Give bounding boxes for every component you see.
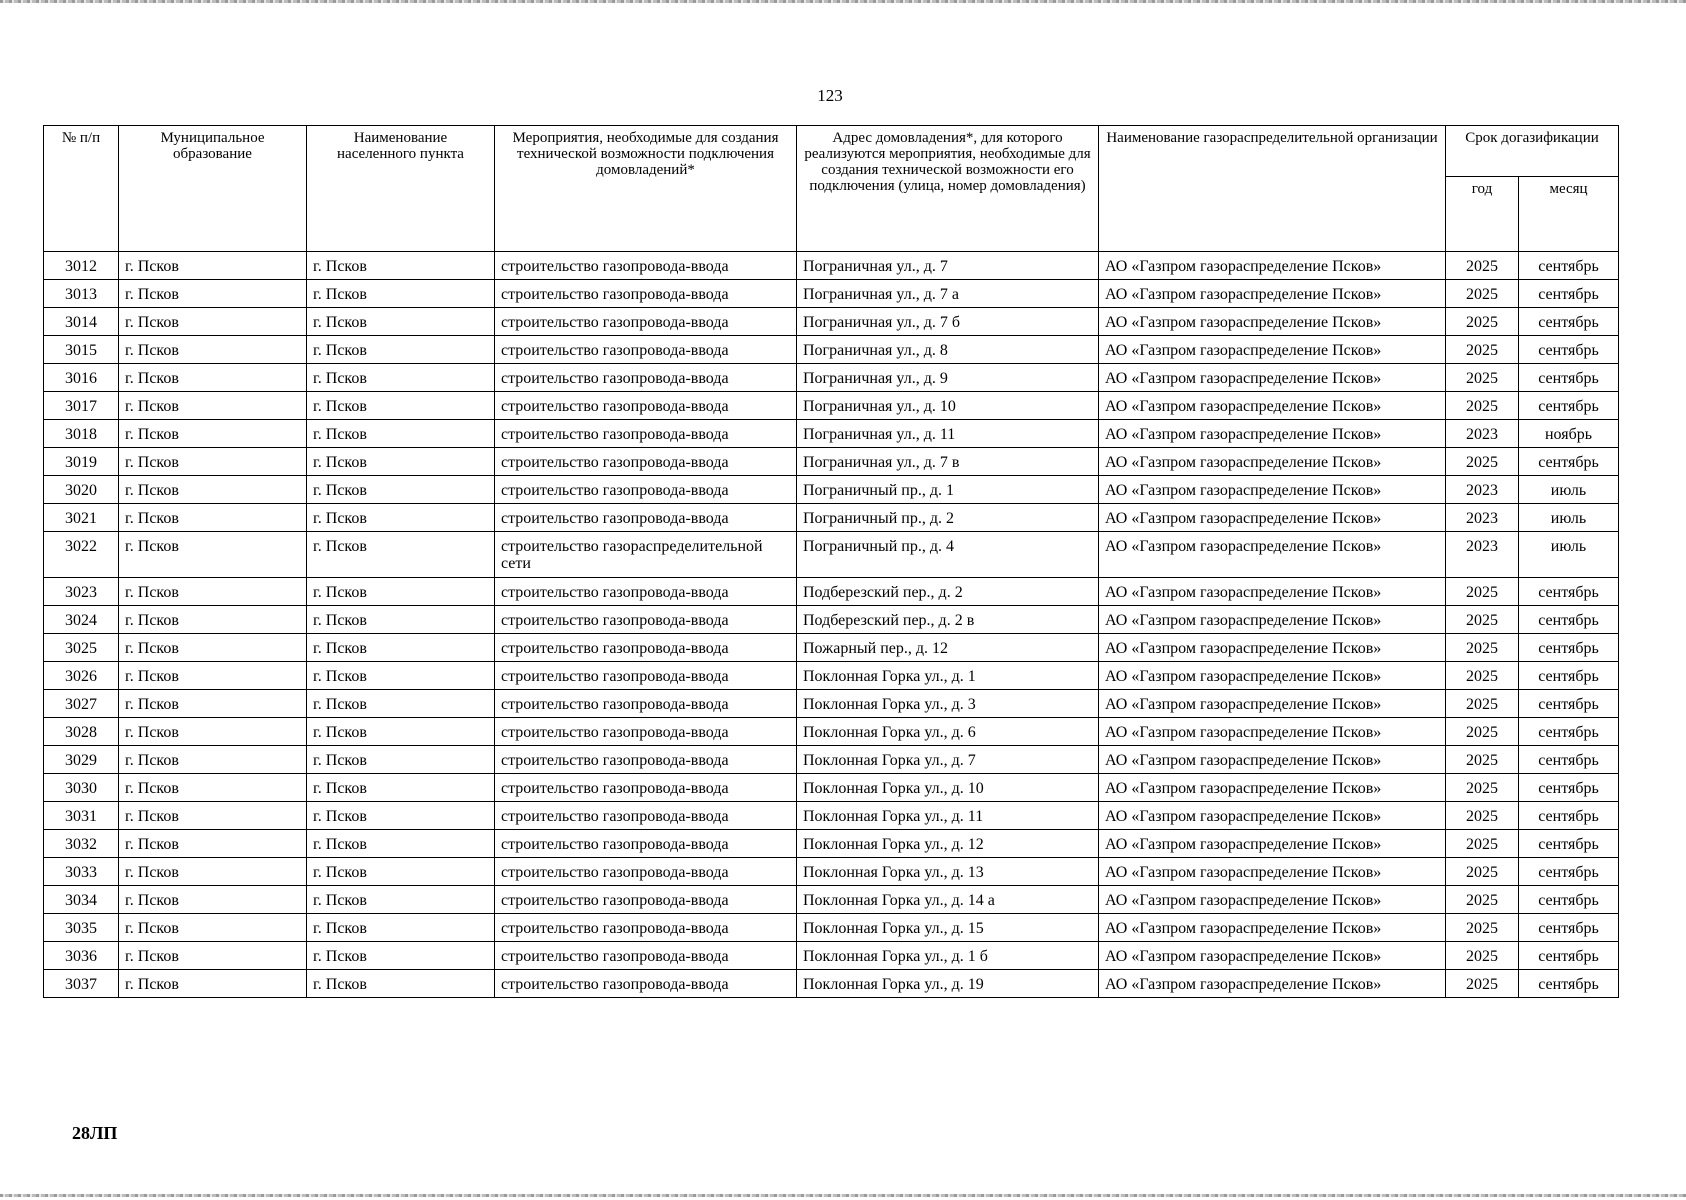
cell-settlement: г. Псков (307, 308, 495, 336)
cell-address: Пограничная ул., д. 9 (797, 364, 1099, 392)
cell-year: 2023 (1446, 504, 1519, 532)
cell-year: 2025 (1446, 308, 1519, 336)
table-row (44, 364, 1619, 392)
cell-month: сентябрь (1519, 858, 1619, 886)
table-row (44, 718, 1619, 746)
table-row (44, 308, 1619, 336)
cell-year: 2025 (1446, 774, 1519, 802)
cell-municipality: г. Псков (119, 420, 307, 448)
cell-settlement: г. Псков (307, 886, 495, 914)
header-settlement: Наименование населенного пункта (307, 126, 495, 252)
cell-address: Поклонная Горка ул., д. 1 (797, 662, 1099, 690)
cell-address: Поклонная Горка ул., д. 12 (797, 830, 1099, 858)
cell-address: Поклонная Горка ул., д. 1 б (797, 942, 1099, 970)
cell-measure: строительство газопровода-ввода (495, 774, 797, 802)
cell-measure: строительство газопровода-ввода (495, 718, 797, 746)
cell-municipality: г. Псков (119, 914, 307, 942)
cell-municipality: г. Псков (119, 336, 307, 364)
cell-organization: АО «Газпром газораспределение Псков» (1099, 886, 1446, 914)
cell-measure: строительство газопровода-ввода (495, 606, 797, 634)
cell-organization: АО «Газпром газораспределение Псков» (1099, 476, 1446, 504)
table-row (44, 252, 1619, 280)
cell-address: Пограничная ул., д. 7 (797, 252, 1099, 280)
cell-measure: строительство газопровода-ввода (495, 308, 797, 336)
cell-num: 3032 (44, 830, 119, 858)
table-row (44, 504, 1619, 532)
cell-measure: строительство газопровода-ввода (495, 392, 797, 420)
cell-organization: АО «Газпром газораспределение Псков» (1099, 718, 1446, 746)
cell-address: Поклонная Горка ул., д. 6 (797, 718, 1099, 746)
table-row (44, 280, 1619, 308)
cell-measure: строительство газопровода-ввода (495, 970, 797, 998)
cell-municipality: г. Псков (119, 970, 307, 998)
cell-municipality: г. Псков (119, 942, 307, 970)
cell-settlement: г. Псков (307, 914, 495, 942)
cell-municipality: г. Псков (119, 606, 307, 634)
cell-municipality: г. Псков (119, 662, 307, 690)
cell-municipality: г. Псков (119, 504, 307, 532)
scan-edge-bottom (0, 1194, 1686, 1197)
cell-year: 2025 (1446, 578, 1519, 606)
cell-address: Поклонная Горка ул., д. 15 (797, 914, 1099, 942)
cell-year: 2025 (1446, 802, 1519, 830)
cell-year: 2025 (1446, 830, 1519, 858)
cell-organization: АО «Газпром газораспределение Псков» (1099, 942, 1446, 970)
header-year: год (1446, 177, 1519, 252)
cell-year: 2025 (1446, 280, 1519, 308)
cell-address: Поклонная Горка ул., д. 3 (797, 690, 1099, 718)
cell-municipality: г. Псков (119, 830, 307, 858)
cell-month: сентябрь (1519, 886, 1619, 914)
cell-month: сентябрь (1519, 830, 1619, 858)
cell-num: 3031 (44, 802, 119, 830)
cell-num: 3016 (44, 364, 119, 392)
cell-measure: строительство газопровода-ввода (495, 280, 797, 308)
cell-address: Пограничная ул., д. 10 (797, 392, 1099, 420)
cell-municipality: г. Псков (119, 718, 307, 746)
cell-num: 3025 (44, 634, 119, 662)
cell-settlement: г. Псков (307, 420, 495, 448)
cell-settlement: г. Псков (307, 606, 495, 634)
table-header-row (44, 126, 1619, 177)
cell-address: Поклонная Горка ул., д. 13 (797, 858, 1099, 886)
cell-num: 3035 (44, 914, 119, 942)
cell-municipality: г. Псков (119, 746, 307, 774)
table-row (44, 830, 1619, 858)
cell-address: Подберезский пер., д. 2 в (797, 606, 1099, 634)
gasification-table (43, 125, 1619, 998)
cell-organization: АО «Газпром газораспределение Псков» (1099, 830, 1446, 858)
cell-month: сентябрь (1519, 392, 1619, 420)
cell-settlement: г. Псков (307, 392, 495, 420)
cell-address: Пограничная ул., д. 11 (797, 420, 1099, 448)
cell-num: 3024 (44, 606, 119, 634)
cell-year: 2025 (1446, 746, 1519, 774)
cell-num: 3021 (44, 504, 119, 532)
table-row (44, 858, 1619, 886)
cell-measure: строительство газопровода-ввода (495, 886, 797, 914)
cell-measure: строительство газопровода-ввода (495, 476, 797, 504)
cell-address: Пограничный пр., д. 2 (797, 504, 1099, 532)
cell-measure: строительство газораспределительной сети (495, 532, 797, 578)
cell-measure: строительство газопровода-ввода (495, 448, 797, 476)
table-row (44, 690, 1619, 718)
cell-settlement: г. Псков (307, 364, 495, 392)
cell-municipality: г. Псков (119, 476, 307, 504)
cell-municipality: г. Псков (119, 802, 307, 830)
cell-municipality: г. Псков (119, 280, 307, 308)
cell-measure: строительство газопровода-ввода (495, 858, 797, 886)
cell-year: 2023 (1446, 420, 1519, 448)
cell-settlement: г. Псков (307, 448, 495, 476)
header-address: Адрес домовладения*, для которого реализуются мероприятия, необходимые для создания технической возможности его подключения (улица, номер домовладения) (797, 126, 1099, 252)
cell-municipality: г. Псков (119, 392, 307, 420)
cell-address: Пограничный пр., д. 1 (797, 476, 1099, 504)
cell-address: Пограничная ул., д. 7 б (797, 308, 1099, 336)
cell-municipality: г. Псков (119, 690, 307, 718)
cell-municipality: г. Псков (119, 634, 307, 662)
table-row (44, 662, 1619, 690)
cell-address: Пограничная ул., д. 7 а (797, 280, 1099, 308)
cell-organization: АО «Газпром газораспределение Псков» (1099, 914, 1446, 942)
cell-year: 2025 (1446, 392, 1519, 420)
cell-settlement: г. Псков (307, 774, 495, 802)
header-measures: Мероприятия, необходимые для создания технической возможности подключения домовладений* (495, 126, 797, 252)
table-row (44, 914, 1619, 942)
cell-num: 3020 (44, 476, 119, 504)
cell-address: Подберезский пер., д. 2 (797, 578, 1099, 606)
table-row (44, 392, 1619, 420)
cell-month: сентябрь (1519, 802, 1619, 830)
cell-address: Пожарный пер., д. 12 (797, 634, 1099, 662)
cell-year: 2025 (1446, 886, 1519, 914)
cell-month: июль (1519, 476, 1619, 504)
cell-month: сентябрь (1519, 690, 1619, 718)
cell-organization: АО «Газпром газораспределение Псков» (1099, 364, 1446, 392)
cell-month: сентябрь (1519, 774, 1619, 802)
cell-month: сентябрь (1519, 746, 1619, 774)
cell-year: 2025 (1446, 252, 1519, 280)
cell-measure: строительство газопровода-ввода (495, 504, 797, 532)
cell-settlement: г. Псков (307, 634, 495, 662)
cell-num: 3012 (44, 252, 119, 280)
cell-month: сентябрь (1519, 336, 1619, 364)
cell-address: Поклонная Горка ул., д. 14 а (797, 886, 1099, 914)
cell-year: 2025 (1446, 364, 1519, 392)
cell-organization: АО «Газпром газораспределение Псков» (1099, 336, 1446, 364)
cell-month: сентябрь (1519, 970, 1619, 998)
scan-edge-top (0, 0, 1686, 3)
cell-year: 2025 (1446, 662, 1519, 690)
cell-measure: строительство газопровода-ввода (495, 690, 797, 718)
cell-address: Поклонная Горка ул., д. 19 (797, 970, 1099, 998)
cell-municipality: г. Псков (119, 532, 307, 578)
cell-month: сентябрь (1519, 634, 1619, 662)
cell-num: 3034 (44, 886, 119, 914)
cell-month: июль (1519, 504, 1619, 532)
cell-settlement: г. Псков (307, 252, 495, 280)
cell-month: сентябрь (1519, 718, 1619, 746)
cell-settlement: г. Псков (307, 942, 495, 970)
cell-year: 2023 (1446, 532, 1519, 578)
cell-num: 3033 (44, 858, 119, 886)
cell-organization: АО «Газпром газораспределение Псков» (1099, 746, 1446, 774)
footer-code: 28ЛП (72, 1123, 118, 1143)
cell-municipality: г. Псков (119, 886, 307, 914)
cell-measure: строительство газопровода-ввода (495, 746, 797, 774)
cell-organization: АО «Газпром газораспределение Псков» (1099, 802, 1446, 830)
cell-organization: АО «Газпром газораспределение Псков» (1099, 252, 1446, 280)
cell-measure: строительство газопровода-ввода (495, 634, 797, 662)
table-row (44, 774, 1619, 802)
cell-municipality: г. Псков (119, 308, 307, 336)
table-row (44, 336, 1619, 364)
cell-year: 2025 (1446, 970, 1519, 998)
cell-measure: строительство газопровода-ввода (495, 364, 797, 392)
cell-settlement: г. Псков (307, 476, 495, 504)
cell-municipality: г. Псков (119, 364, 307, 392)
cell-num: 3022 (44, 532, 119, 578)
cell-year: 2025 (1446, 942, 1519, 970)
cell-settlement: г. Псков (307, 280, 495, 308)
cell-address: Поклонная Горка ул., д. 10 (797, 774, 1099, 802)
cell-settlement: г. Псков (307, 746, 495, 774)
cell-settlement: г. Псков (307, 578, 495, 606)
table-row (44, 886, 1619, 914)
cell-address: Поклонная Горка ул., д. 11 (797, 802, 1099, 830)
cell-year: 2023 (1446, 476, 1519, 504)
cell-settlement: г. Псков (307, 718, 495, 746)
cell-num: 3030 (44, 774, 119, 802)
cell-organization: АО «Газпром газораспределение Псков» (1099, 774, 1446, 802)
header-month: месяц (1519, 177, 1619, 252)
cell-municipality: г. Псков (119, 774, 307, 802)
cell-year: 2025 (1446, 634, 1519, 662)
cell-month: сентябрь (1519, 942, 1619, 970)
cell-year: 2025 (1446, 606, 1519, 634)
cell-month: сентябрь (1519, 606, 1619, 634)
cell-organization: АО «Газпром газораспределение Псков» (1099, 448, 1446, 476)
cell-num: 3037 (44, 970, 119, 998)
cell-year: 2025 (1446, 690, 1519, 718)
cell-year: 2025 (1446, 448, 1519, 476)
cell-measure: строительство газопровода-ввода (495, 420, 797, 448)
cell-month: сентябрь (1519, 280, 1619, 308)
table-row (44, 420, 1619, 448)
cell-num: 3018 (44, 420, 119, 448)
cell-num: 3029 (44, 746, 119, 774)
cell-municipality: г. Псков (119, 578, 307, 606)
cell-organization: АО «Газпром газораспределение Псков» (1099, 858, 1446, 886)
cell-month: сентябрь (1519, 578, 1619, 606)
cell-measure: строительство газопровода-ввода (495, 914, 797, 942)
cell-municipality: г. Псков (119, 858, 307, 886)
cell-num: 3013 (44, 280, 119, 308)
cell-num: 3014 (44, 308, 119, 336)
cell-municipality: г. Псков (119, 252, 307, 280)
cell-organization: АО «Газпром газораспределение Псков» (1099, 280, 1446, 308)
table-row (44, 942, 1619, 970)
cell-measure: строительство газопровода-ввода (495, 336, 797, 364)
cell-settlement: г. Псков (307, 830, 495, 858)
cell-measure: строительство газопровода-ввода (495, 830, 797, 858)
cell-address: Пограничная ул., д. 7 в (797, 448, 1099, 476)
cell-organization: АО «Газпром газораспределение Псков» (1099, 578, 1446, 606)
header-municipality: Муниципальное образование (119, 126, 307, 252)
cell-year: 2025 (1446, 858, 1519, 886)
table-row (44, 746, 1619, 774)
cell-month: ноябрь (1519, 420, 1619, 448)
cell-month: июль (1519, 532, 1619, 578)
cell-settlement: г. Псков (307, 970, 495, 998)
cell-measure: строительство газопровода-ввода (495, 252, 797, 280)
cell-settlement: г. Псков (307, 662, 495, 690)
cell-address: Пограничная ул., д. 8 (797, 336, 1099, 364)
cell-num: 3028 (44, 718, 119, 746)
cell-settlement: г. Псков (307, 532, 495, 578)
cell-month: сентябрь (1519, 252, 1619, 280)
cell-num: 3036 (44, 942, 119, 970)
cell-organization: АО «Газпром газораспределение Псков» (1099, 662, 1446, 690)
cell-organization: АО «Газпром газораспределение Псков» (1099, 606, 1446, 634)
cell-num: 3026 (44, 662, 119, 690)
cell-month: сентябрь (1519, 914, 1619, 942)
table-row (44, 448, 1619, 476)
table-row (44, 476, 1619, 504)
cell-organization: АО «Газпром газораспределение Псков» (1099, 504, 1446, 532)
cell-year: 2025 (1446, 718, 1519, 746)
cell-num: 3023 (44, 578, 119, 606)
cell-municipality: г. Псков (119, 448, 307, 476)
header-organization: Наименование газораспределительной организации (1099, 126, 1446, 252)
header-num: № п/п (44, 126, 119, 252)
cell-measure: строительство газопровода-ввода (495, 578, 797, 606)
cell-month: сентябрь (1519, 448, 1619, 476)
table-row (44, 578, 1619, 606)
table-row (44, 970, 1619, 998)
cell-measure: строительство газопровода-ввода (495, 942, 797, 970)
cell-month: сентябрь (1519, 308, 1619, 336)
cell-num: 3015 (44, 336, 119, 364)
header-deadline: Срок догазификации (1446, 126, 1619, 177)
cell-year: 2025 (1446, 336, 1519, 364)
table-body (44, 252, 1619, 998)
cell-num: 3019 (44, 448, 119, 476)
cell-month: сентябрь (1519, 364, 1619, 392)
table-row (44, 606, 1619, 634)
table-row (44, 802, 1619, 830)
cell-organization: АО «Газпром газораспределение Псков» (1099, 690, 1446, 718)
table-row (44, 634, 1619, 662)
cell-year: 2025 (1446, 914, 1519, 942)
cell-organization: АО «Газпром газораспределение Псков» (1099, 392, 1446, 420)
cell-settlement: г. Псков (307, 802, 495, 830)
page-number: 123 (817, 86, 843, 105)
cell-month: сентябрь (1519, 662, 1619, 690)
cell-organization: АО «Газпром газораспределение Псков» (1099, 532, 1446, 578)
cell-settlement: г. Псков (307, 858, 495, 886)
cell-organization: АО «Газпром газораспределение Псков» (1099, 970, 1446, 998)
cell-measure: строительство газопровода-ввода (495, 802, 797, 830)
cell-num: 3017 (44, 392, 119, 420)
cell-settlement: г. Псков (307, 504, 495, 532)
cell-address: Пограничный пр., д. 4 (797, 532, 1099, 578)
cell-settlement: г. Псков (307, 690, 495, 718)
table-row (44, 532, 1619, 578)
cell-settlement: г. Псков (307, 336, 495, 364)
cell-num: 3027 (44, 690, 119, 718)
cell-organization: АО «Газпром газораспределение Псков» (1099, 420, 1446, 448)
cell-organization: АО «Газпром газораспределение Псков» (1099, 634, 1446, 662)
cell-address: Поклонная Горка ул., д. 7 (797, 746, 1099, 774)
cell-measure: строительство газопровода-ввода (495, 662, 797, 690)
cell-organization: АО «Газпром газораспределение Псков» (1099, 308, 1446, 336)
